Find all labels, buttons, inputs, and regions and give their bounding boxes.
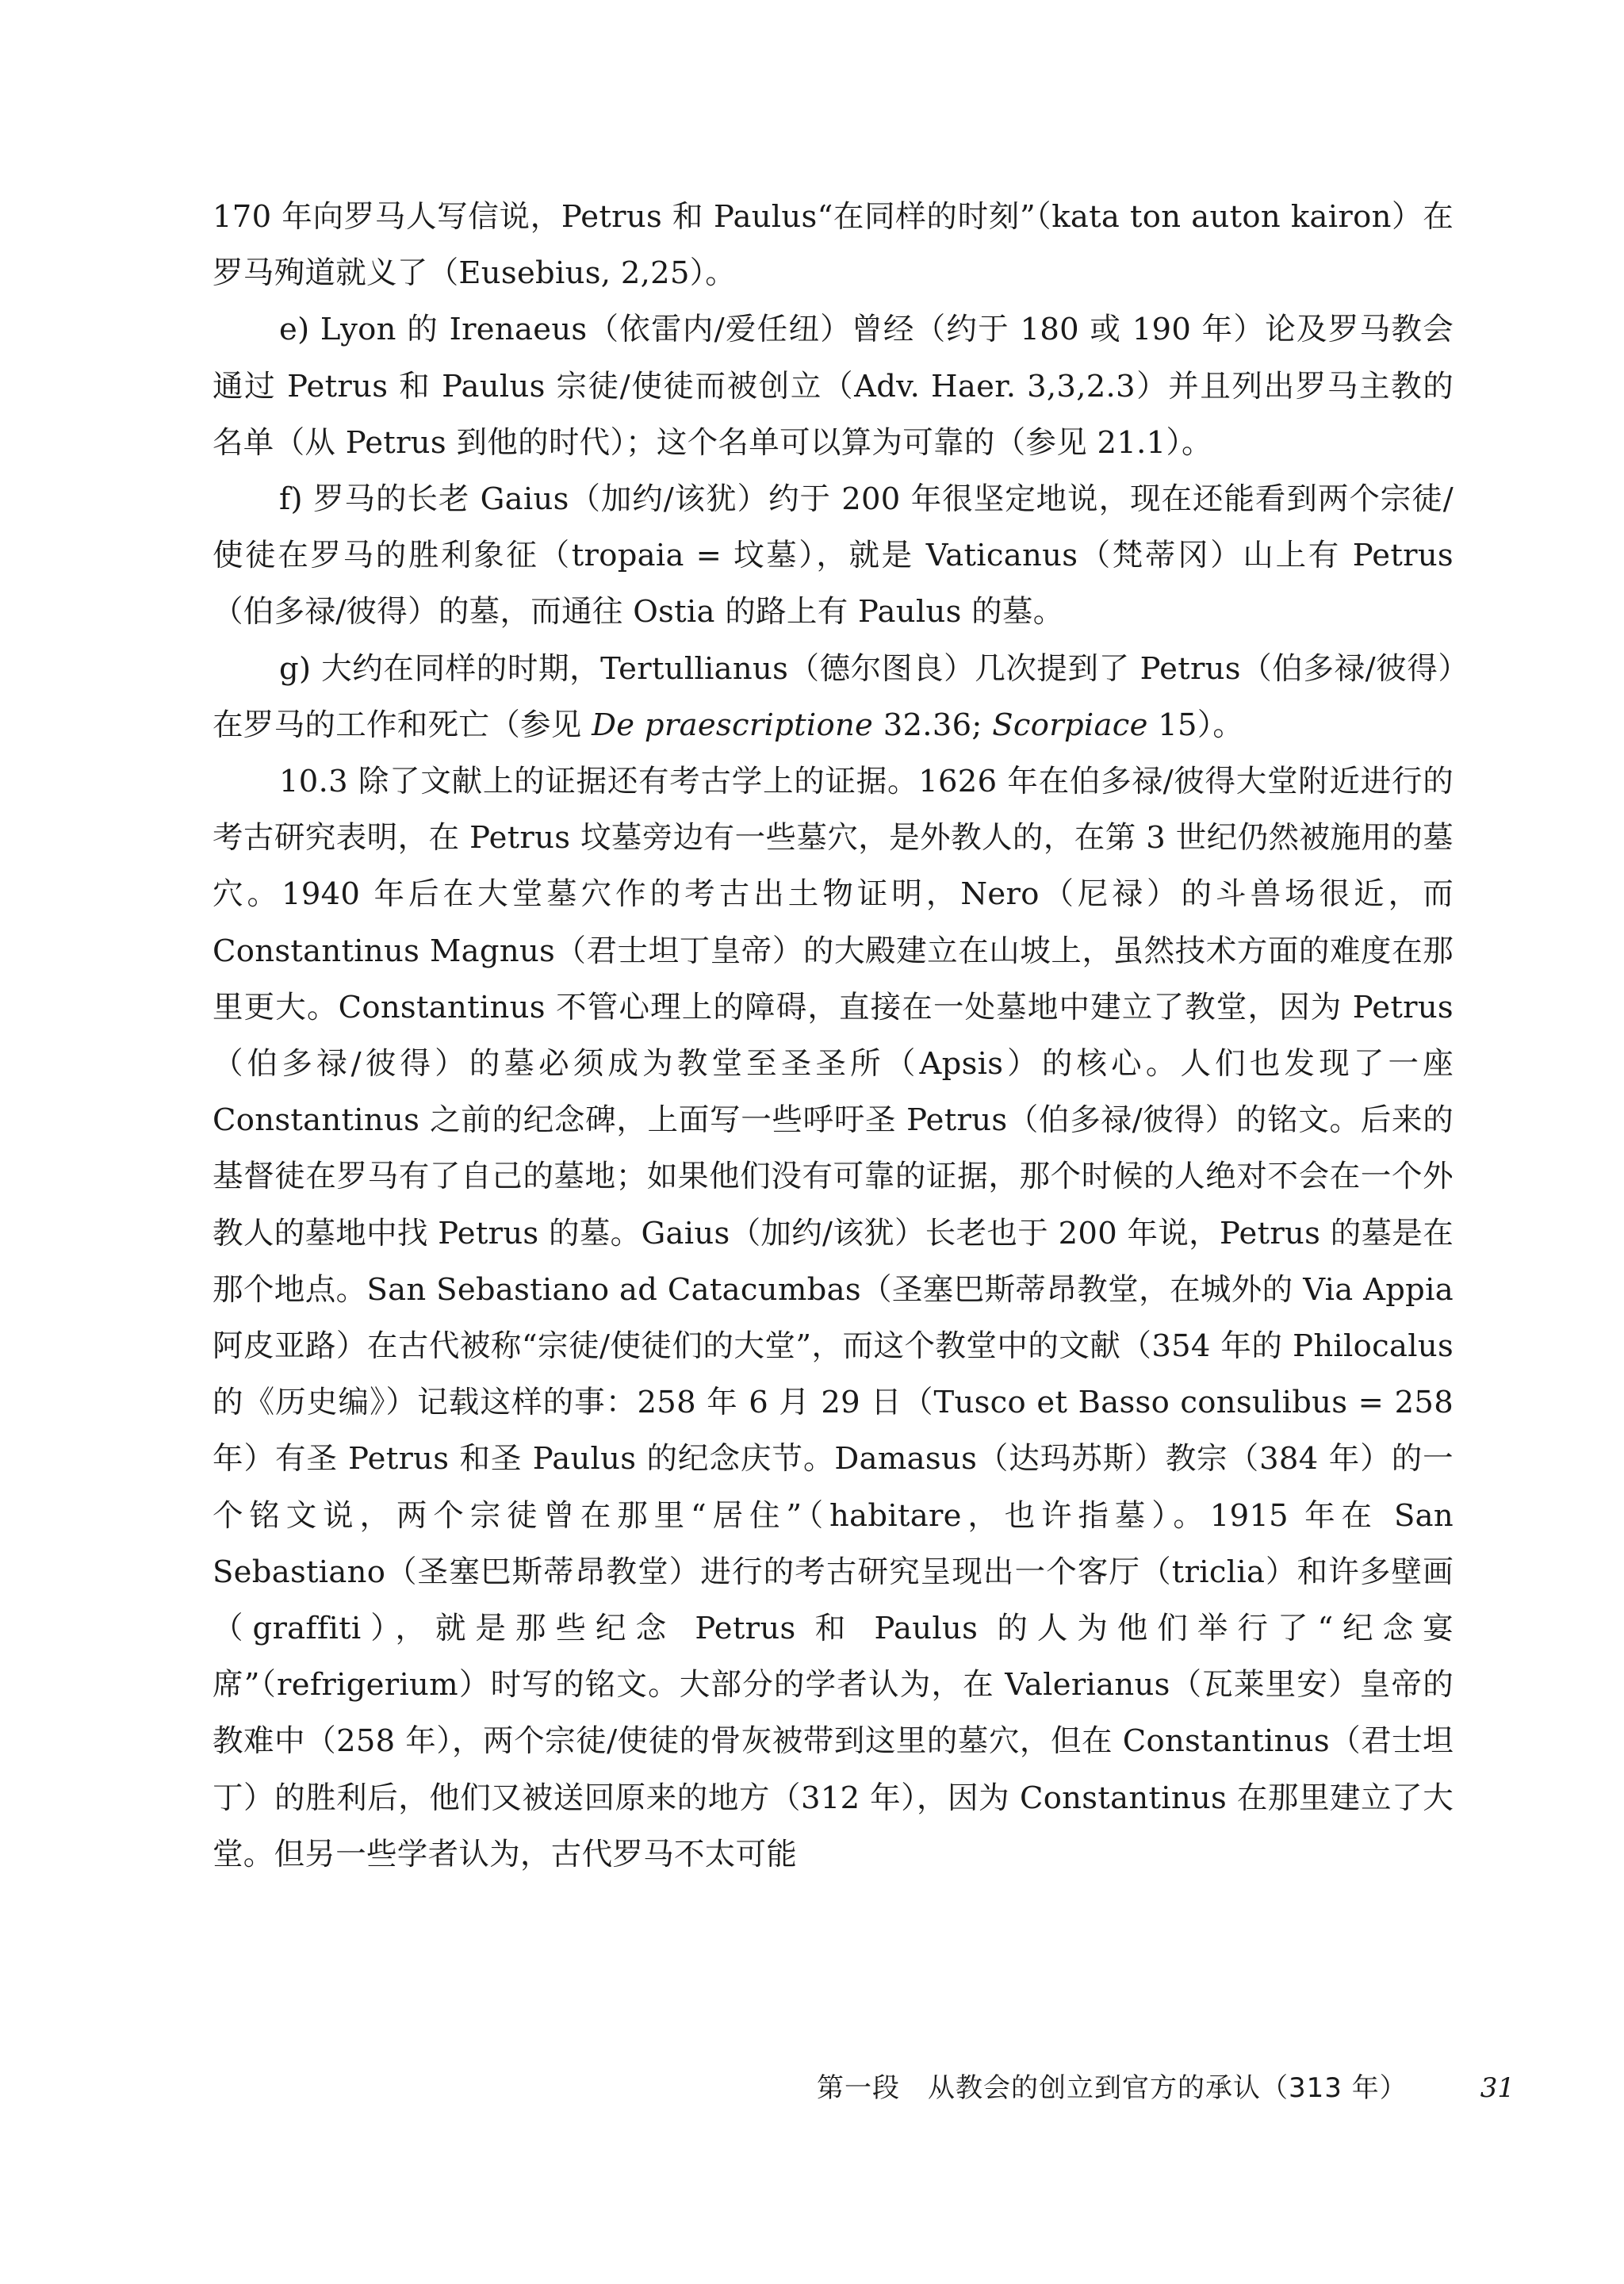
work-title-de-praescriptione: De praescriptione [592, 707, 874, 743]
page-number: 31 [1480, 2072, 1515, 2104]
tertullianus-text-middle: 32.36; [873, 707, 993, 743]
paragraph-gaius: f) 罗马的长老 Gaius（加约/该犹）约于 200 年很坚定地说，现在还能看到两个宗徒/使徒在罗马的胜利象征（tropaia = 坟墓），就是 Vaticanus（梵蒂冈）山上有 Petrus（伯多禄/彼得）的墓，而通往 Ostia 的路上有 Paulus 的墓。 [213, 481, 1454, 630]
tertullianus-text-before: g) 大约在同样的时期，Tertullianus（德尔图良）几次提到了 Petrus（伯多禄/彼得）在罗马的工作和死亡（参见 [213, 650, 1454, 743]
paragraph-continuation: 170 年向罗马人写信说，Petrus 和 Paulus“在同样的时刻”（kata ton auton kairon）在罗马殉道就义了（Eusebius, 2,25）。 [213, 199, 1454, 292]
paragraph-irenaeus: e) Lyon 的 Irenaeus（依雷内/爱任纽）曾经（约于 180 或 190 年）论及罗马教会通过 Petrus 和 Paulus 宗徒/使徒而被创立（Adv. Haer. 3,3,2.3）并且列出罗马主教的名单（从 Petrus 到他的时代）；这个名单可以算为可靠的（参见 21.1）。 [213, 312, 1454, 461]
body-text [213, 189, 1454, 1883]
work-title-scorpiace: Scorpiace [992, 707, 1148, 743]
tertullianus-text-after: 15）。 [1147, 707, 1244, 743]
footer-chapter-title: 第一段 从教会的创立到官方的承认（313 年） [817, 2072, 1408, 2104]
running-footer [817, 2068, 1515, 2108]
paragraph-archaeology: 10.3 除了文献上的证据还有考古学上的证据。1626 年在伯多禄/彼得大堂附近进行的考古研究表明，在 Petrus 坟墓旁边有一些墓穴，是外教人的，在第 3 世纪仍然被施用的墓穴。1940 年后在大堂墓穴作的考古出土物证明，Nero（尼禄）的斗兽场很近，而 Constantinus Magnus（君士坦丁皇帝）的大殿建立在山坡上，虽然技术方面的难度在那里更大。Constantinus 不管心理上的障碍，直接在一处墓地中建立了教堂，因为 Petrus（伯多禄/彼得）的墓必须成为教堂至圣圣所（Apsis）的核心。人们也发现了一座 Constantinus 之前的纪念碑，上面写一些呼吁圣 Petrus（伯多禄/彼得）的铭文。后来的基督徒在罗马有了自己的墓地；如果他们没有可靠的证据，那个时候的人绝对不会在一个外教人的墓地中找 Petrus 的墓。Gaius（加约/该犹）长老也于 200 年说，Petrus 的墓是在那个地点。San Sebastiano ad Catacumbas（圣塞巴斯蒂昂教堂，在城外的 Via Appia 阿皮亚路）在古代被称“宗徒/使徒们的大堂”，而这个教堂中的文献（354 年的 Philocalus 的《历史编》）记载这样的事：258 年 6 月 29 日（Tusco et Basso consulibus = 258 年）有圣 Petrus 和圣 Paulus 的纪念庆节。Damasus（达玛苏斯）教宗（384 年）的一个铭文说，两个宗徒曾在那里“居住”（habitare，也许指墓）。1915 年在 San Sebastiano（圣塞巴斯蒂昂教堂）进行的考古研究呈现出一个客厅（triclia）和许多壁画（graffiti），就是那些纪念 Petrus 和 Paulus 的人为他们举行了“纪念宴席”（refrigerium）时写的铭文。大部分的学者认为，在 Valerianus（瓦莱里安）皇帝的教难中（258 年），两个宗徒/使徒的骨灰被带到这里的墓穴，但在 Constantinus（君士坦丁）的胜利后，他们又被送回原来的地方（312 年），因为 Constantinus 在那里建立了大堂。但另一些学者认为，古代罗马不太可能 [213, 764, 1454, 1872]
paragraph-tertullianus [213, 641, 1454, 753]
